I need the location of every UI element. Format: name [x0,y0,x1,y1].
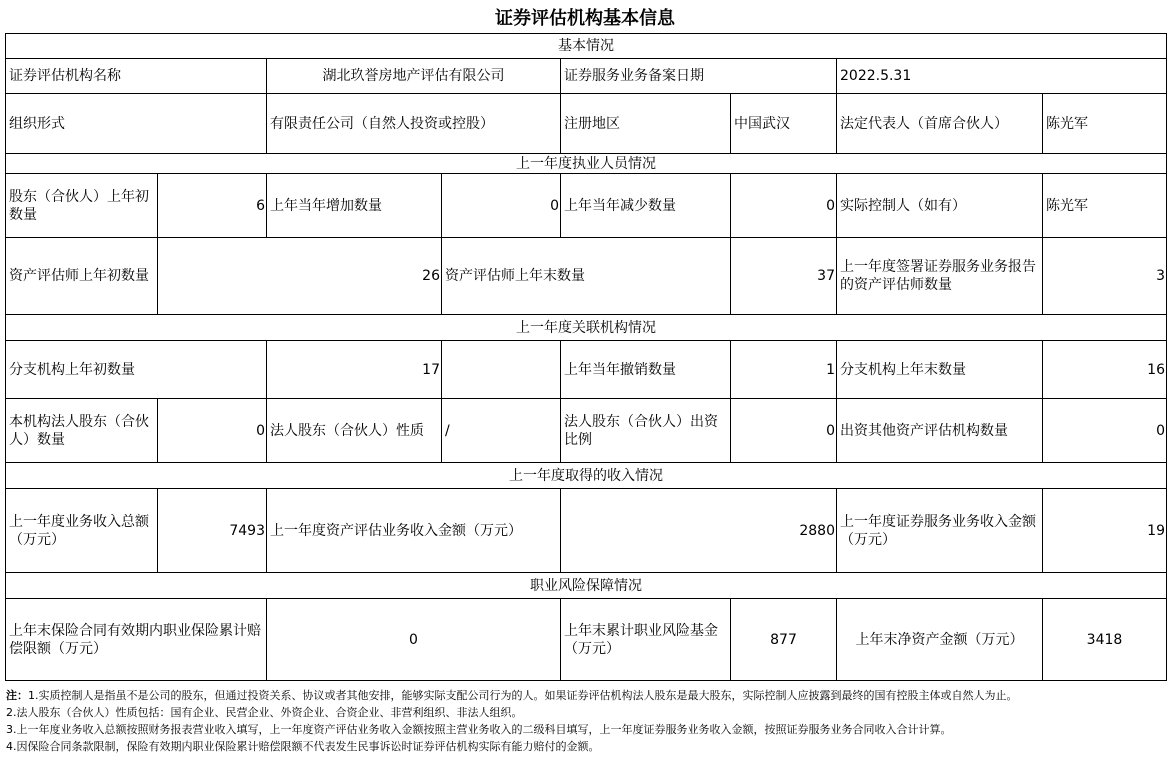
income-appraisal-label: 上一年度资产评估业务收入金额（万元） [267,489,561,573]
corp-nature-value: / [442,399,561,463]
corp-ratio-label: 法人股东（合伙人）出资比例 [561,399,731,463]
revoked-label: 上年当年撤销数量 [561,341,731,399]
footnote-1-text: 1.实质控制人是指虽不是公司的股东，但通过投资关系、协议或者其他安排，能够实际支配公司行为的人。如果证券评估机构法人股东是最大股东，实际控制人应披露到最终的国有控股主体或自然人为止。 [28,689,1018,702]
appraisers-begin-value: 26 [158,238,442,315]
income-securities-label: 上一年度证券服务业务收入金额（万元） [837,489,1043,573]
controller-label: 实际控制人（如有） [837,174,1043,238]
legal-rep-value: 陈光军 [1043,94,1167,154]
filing-date-value: 2022.5.31 [837,59,1167,94]
footnotes [6,687,1166,755]
controller-value: 陈光军 [1043,174,1167,238]
insurance-value: 0 [267,599,561,681]
info-table [5,33,1167,681]
other-invest-value: 0 [1043,399,1167,463]
increase-value: 0 [442,174,561,238]
decrease-value: 0 [731,174,837,238]
appraisers-end-label: 资产评估师上年末数量 [442,238,731,315]
org-form-value: 有限责任公司（自然人投资或控股） [267,94,561,154]
corp-shareholders-value: 0 [158,399,267,463]
income-total-value: 7493 [158,489,267,573]
branches-end-label: 分支机构上年末数量 [837,341,1043,399]
corp-nature-label: 法人股东（合伙人）性质 [267,399,442,463]
income-appraisal-value: 2880 [561,489,837,573]
footnote-3: 3.上一年度业务收入总额按照财务报表营业收入填写，上一年度资产评估业务收入金额按照主营业务收入的二级科目填写，上一年度证券服务业务收入金额，按照证券服务业务合同收入合计计算。 [6,723,952,736]
footnote-prefix: 注： [6,689,28,702]
filing-date-label: 证券服务业务备案日期 [561,59,837,94]
footnote-2: 2.法人股东（合伙人）性质包括：国有企业、民营企业、外资企业、合资企业、非营利组织、非法人组织。 [6,706,523,719]
fund-label: 上年末累计职业风险基金（万元） [561,599,731,681]
corp-ratio-value: 0 [731,399,837,463]
decrease-label: 上年当年减少数量 [561,174,731,238]
net-assets-label: 上年末净资产金额（万元） [837,599,1043,681]
branches-end-value: 16 [1043,341,1167,399]
shareholders-begin-value: 6 [158,174,267,238]
fund-value: 877 [731,599,837,681]
org-form-label: 组织形式 [6,94,267,154]
corp-shareholders-label: 本机构法人股东（合伙人）数量 [6,399,158,463]
name-value: 湖北玖誉房地产评估有限公司 [267,59,561,94]
reg-place-value: 中国武汉 [731,94,837,154]
shareholders-begin-label: 股东（合伙人）上年初数量 [6,174,158,238]
reg-place-label: 注册地区 [561,94,731,154]
increase-label: 上年当年增加数量 [267,174,442,238]
footnote-4: 4.因保险合同条款限制，保险有效期内职业保险累计赔偿限额不代表发生民事诉讼时证券评估机构实际有能力赔付的金额。 [6,740,600,753]
branches-begin-label: 分支机构上年初数量 [6,341,267,399]
other-invest-label: 出资其他资产评估机构数量 [837,399,1043,463]
revoked-value: 1 [731,341,837,399]
income-securities-value: 19 [1043,489,1167,573]
signing-appraisers-value: 3 [1043,238,1167,315]
section-staff: 上一年度执业人员情况 [6,154,1167,174]
section-basic: 基本情况 [6,34,1167,59]
insurance-label: 上年末保险合同有效期内职业保险累计赔偿限额（万元） [6,599,267,681]
section-income: 上一年度取得的收入情况 [6,463,1167,489]
appraisers-begin-label: 资产评估师上年初数量 [6,238,158,315]
signing-appraisers-label: 上一年度签署证券服务业务报告的资产评估师数量 [837,238,1043,315]
established-value-pad [442,341,561,399]
section-related: 上一年度关联机构情况 [6,315,1167,341]
branches-begin-value: 17 [267,341,442,399]
footnote-1 [6,687,1166,704]
net-assets-value: 3418 [1043,599,1167,681]
income-total-label: 上一年度业务收入总额（万元） [6,489,158,573]
page-title: 证券评估机构基本信息 [495,8,675,29]
name-label: 证券评估机构名称 [6,59,267,94]
appraisers-end-value: 37 [731,238,837,315]
legal-rep-label: 法定代表人（首席合伙人） [837,94,1043,154]
section-risk: 职业风险保障情况 [6,573,1167,599]
